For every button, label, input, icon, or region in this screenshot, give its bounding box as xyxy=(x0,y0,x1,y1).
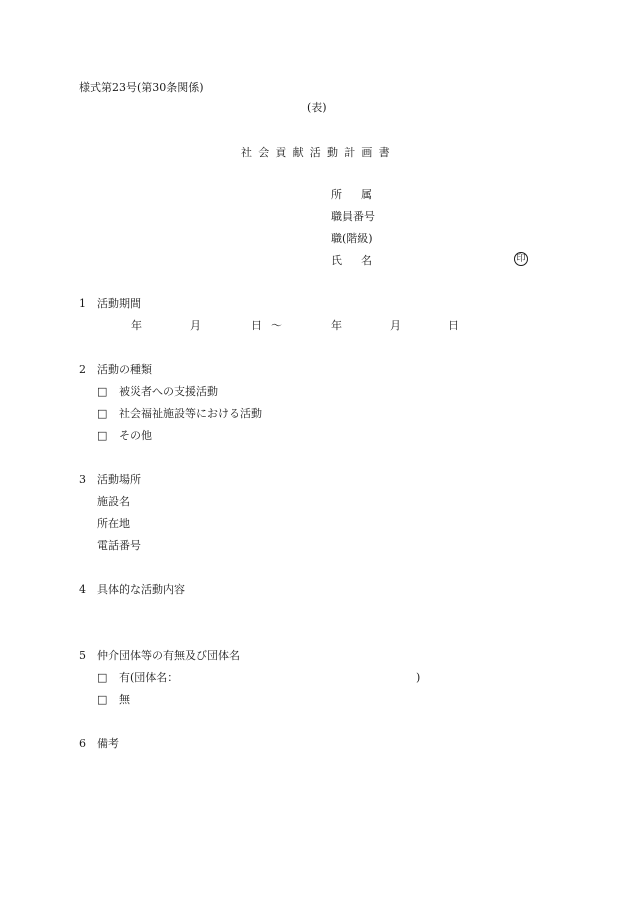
activity-option-other[interactable] xyxy=(97,429,152,443)
intermediary-option-yes[interactable] xyxy=(97,671,178,685)
start-month-unit: 月 xyxy=(190,319,201,332)
end-year-unit: 年 xyxy=(331,319,342,332)
activity-option-welfare[interactable] xyxy=(97,407,262,421)
section-4-number: 4 xyxy=(79,583,86,596)
activity-option-label: 被災者への支援活動 xyxy=(119,385,218,398)
activity-option-label: その他 xyxy=(119,429,152,442)
checkbox-icon[interactable]: □ xyxy=(97,693,108,706)
employee-number-label: 職員番号 xyxy=(331,210,375,223)
checkbox-icon[interactable]: □ xyxy=(97,429,108,442)
document-title: 社会貢献活動計画書 xyxy=(241,146,396,159)
checkbox-icon[interactable]: □ xyxy=(97,385,108,398)
section-6-number: 6 xyxy=(79,737,86,750)
name-label xyxy=(331,254,391,268)
name-label-text: 氏名 xyxy=(331,254,391,267)
form-number: 様式第23号(第30条関係) xyxy=(79,81,204,94)
intermediary-yes-close-paren: ) xyxy=(416,671,421,684)
activity-option-disaster[interactable] xyxy=(97,385,218,399)
section-4-title: 具体的な活動内容 xyxy=(97,583,185,596)
section-6-title: 備考 xyxy=(97,737,119,750)
section-2-number: 2 xyxy=(79,363,86,376)
section-3-number: 3 xyxy=(79,473,86,486)
intermediary-yes-label: 有(団体名： xyxy=(119,671,179,684)
checkbox-icon[interactable]: □ xyxy=(97,407,108,420)
section-1-number: 1 xyxy=(79,297,86,310)
start-day-unit: 日 xyxy=(251,319,262,332)
phone-number-label: 電話番号 xyxy=(97,539,141,552)
position-label: 職(階級) xyxy=(331,232,373,245)
section-1-title: 活動期間 xyxy=(97,297,141,310)
address-label: 所在地 xyxy=(97,517,130,530)
affiliation-label-text: 所属 xyxy=(331,188,391,201)
date-range-mark: 〜 xyxy=(271,319,282,332)
end-month-unit: 月 xyxy=(390,319,401,332)
checkbox-icon[interactable]: □ xyxy=(97,671,108,684)
end-day-unit: 日 xyxy=(448,319,459,332)
activity-option-label: 社会福祉施設等における活動 xyxy=(119,407,262,420)
intermediary-option-no[interactable] xyxy=(97,693,130,707)
section-3-title: 活動場所 xyxy=(97,473,141,486)
section-2-title: 活動の種類 xyxy=(97,363,152,376)
seal-mark: 印 xyxy=(514,252,528,266)
start-year-unit: 年 xyxy=(131,319,142,332)
facility-name-label: 施設名 xyxy=(97,495,130,508)
section-5-title: 仲介団体等の有無及び団体名 xyxy=(97,649,240,662)
section-5-number: 5 xyxy=(79,649,86,662)
intermediary-no-label: 無 xyxy=(119,693,130,706)
front-side-label: (表) xyxy=(307,101,327,114)
affiliation-label xyxy=(331,188,391,202)
